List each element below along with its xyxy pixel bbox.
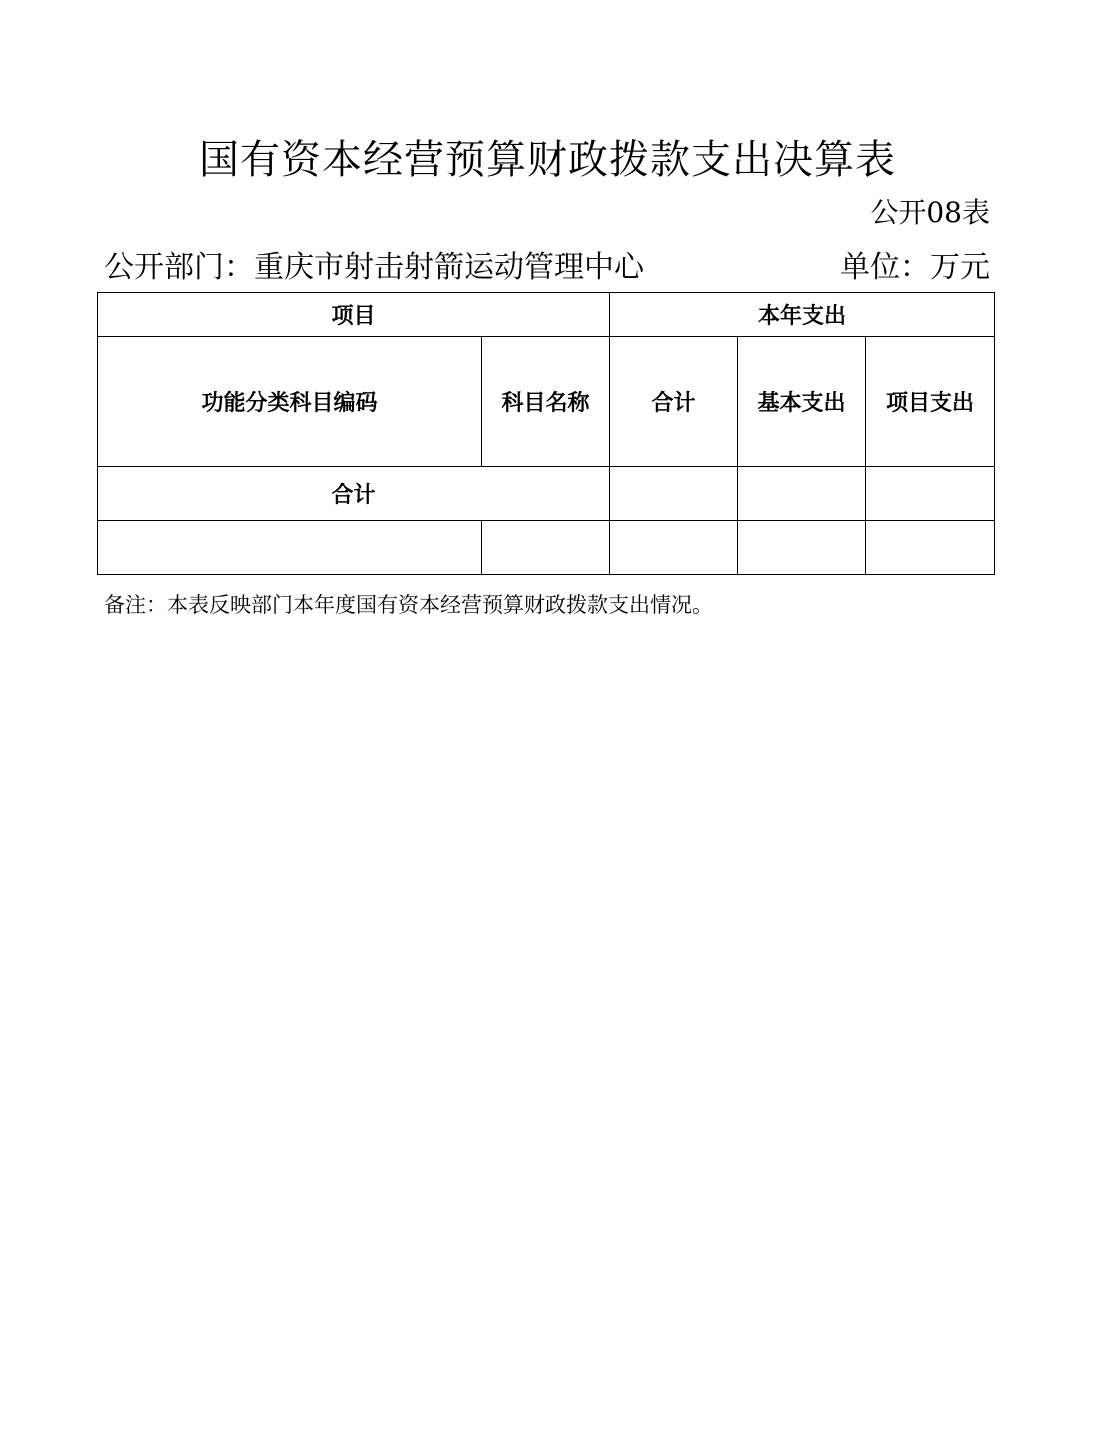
table-group-header-row (98, 293, 995, 337)
table-row (98, 521, 995, 575)
unit-label: 单位：万元 (840, 250, 990, 285)
header-project: 项目 (98, 293, 610, 337)
form-number: 公开08表 (870, 196, 990, 229)
table-note: 备注：本表反映部门本年度国有资本经营预算财政拨款支出情况。 (104, 593, 713, 617)
table-cell (738, 521, 866, 575)
table-cell (866, 521, 995, 575)
table-cell (98, 521, 482, 575)
header-subject-name: 科目名称 (482, 337, 610, 467)
department-label: 公开部门：重庆市射击射箭运动管理中心 (104, 250, 644, 285)
header-total: 合计 (610, 337, 738, 467)
table-column-header-row (98, 337, 995, 467)
header-function-code: 功能分类科目编码 (98, 337, 482, 467)
header-project-expense: 项目支出 (866, 337, 995, 467)
page-title: 国有资本经营预算财政拨款支出决算表 (199, 137, 896, 183)
expense-table (97, 292, 995, 575)
table-cell (610, 521, 738, 575)
total-row-project (866, 467, 995, 521)
table-total-row (98, 467, 995, 521)
total-row-basic (738, 467, 866, 521)
header-current-year-expense: 本年支出 (610, 293, 995, 337)
table-cell (482, 521, 610, 575)
total-row-total (610, 467, 738, 521)
header-basic-expense: 基本支出 (738, 337, 866, 467)
total-row-label: 合计 (98, 467, 610, 521)
